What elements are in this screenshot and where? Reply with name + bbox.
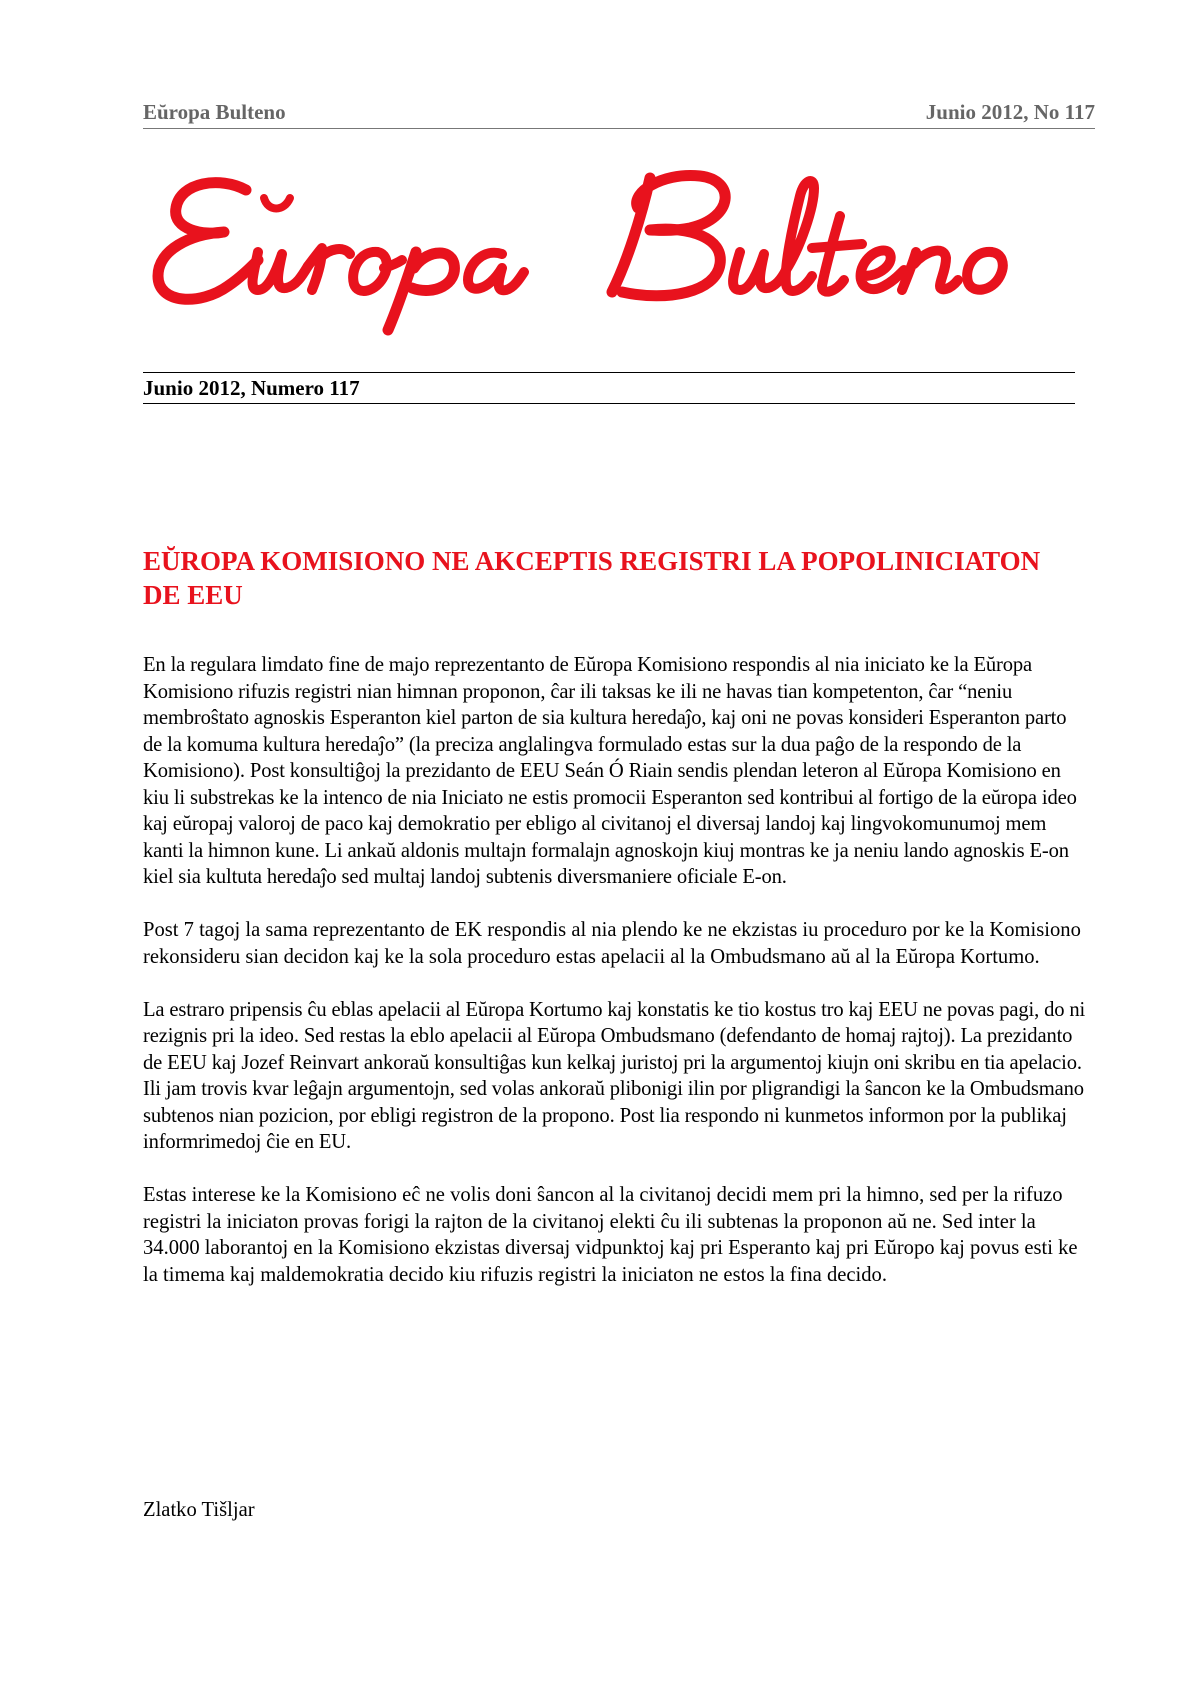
issue-bar: Junio 2012, Numero 117 [143,372,1075,404]
article-paragraph: Post 7 tagoj la sama reprezentanto de EK respondis al nia plendo ke ne ekzistas iu proceduro por ke la Komisiono rekonsideru sian decidon kaj ke la sola proceduro estas apelacii al la Ombudsmano aŭ al la Eŭropa Kortumo. [143,919,1081,968]
running-header [143,100,1095,129]
masthead-logo-svg [150,168,1070,338]
article-paragraph: En la regulara limdato fine de majo reprezentanto de Eŭropa Komisiono respondis al nia iniciato ke la Eŭropa Komisiono rifuzis registri nian himnan proponon, ĉar ili taksas ke ili ne havas tian kompetenton, ĉar “neniu membroŝtato agnoskis Esperanton kiel parton de sia kultura heredaĵo, kaj oni ne povas konsideri Esperanton parto de la komuma kultura heredaĵo” (la preciza anglalingva formulado estas sur la dua paĝo de la respondo de la Komisiono). Post konsultiĝoj la prezidanto de EEU Seán Ó Riain sendis plendan leteron al Eŭropa Komisiono en kiu li substrekas ke la intenco de nia Iniciato ne estis promocii Esperanton sed kontribui al fortigo de la eŭropa ideo kaj eŭropaj valoroj de paco kaj demokratio per ebligo al civitanoj el diversaj landoj kaj lingvokomunumoj mem kanti la himnon kune. Li ankaŭ aldonis multajn formalajn agnoskojn kiuj montras ke ja neniu lando agnoskis E-on kiel sia kultuta heredaĵo sed multaj landoj subtenis diversmaniere oficiale E-on. [143,654,1077,888]
masthead-logo [150,168,1070,338]
article-paragraph: Estas interese ke la Komisiono eĉ ne volis doni ŝancon al la civitanoj decidi mem pri la himno, sed per la rifuzo registri la iniciaton provas forigi la rajton de la civitanoj elekti ĉu ili subtenas la proponon aŭ ne. Sed inter la 34.000 laborantoj en la Komisiono ekzistas diversaj vidpunktoj kaj pri Esperanto kaj pri Eŭropo kaj povus esti ke la timema kaj maldemokratia decido kiu rifuzis registri la iniciaton ne estos la fina decido. [143,1184,1078,1286]
article-body [143,652,1088,1315]
masthead-lettering [158,176,1003,330]
article-title: EŬROPA KOMISIONO NE AKCEPTIS REGISTRI LA POPOLINICIATON DE EEU [143,546,1041,610]
running-header-issue: Junio 2012, No 117 [925,100,1095,124]
article-paragraph: La estraro pripensis ĉu eblas apelacii al Eŭropa Kortumo kaj konstatis ke tio kostus tro kaj EEU ne povas pagi, do ni rezignis pri la ideo. Sed restas la eblo apelacii al Eŭropa Ombudsmano (defendanto de homaj rajtoj). La prezidanto de EEU kaj Jozef Reinvart ankoraŭ konsultiĝas kun kelkaj juristoj pri la argumentoj kiujn oni skribu en tia apelacio. Ili jam trovis kvar leĝajn argumentojn, sed volas ankoraŭ plibonigi ilin por pligrandigi la ŝancon ke la Ombudsmano subtenos nian pozicion, por ebligi registron de la propono. Post lia respondo ni kunmetos informon por la publikaj informrimedoj ĉie en EU. [143,998,1086,1153]
article-author: Zlatko Tišljar [143,1499,255,1521]
running-header-title: Eŭropa Bulteno [143,100,286,124]
